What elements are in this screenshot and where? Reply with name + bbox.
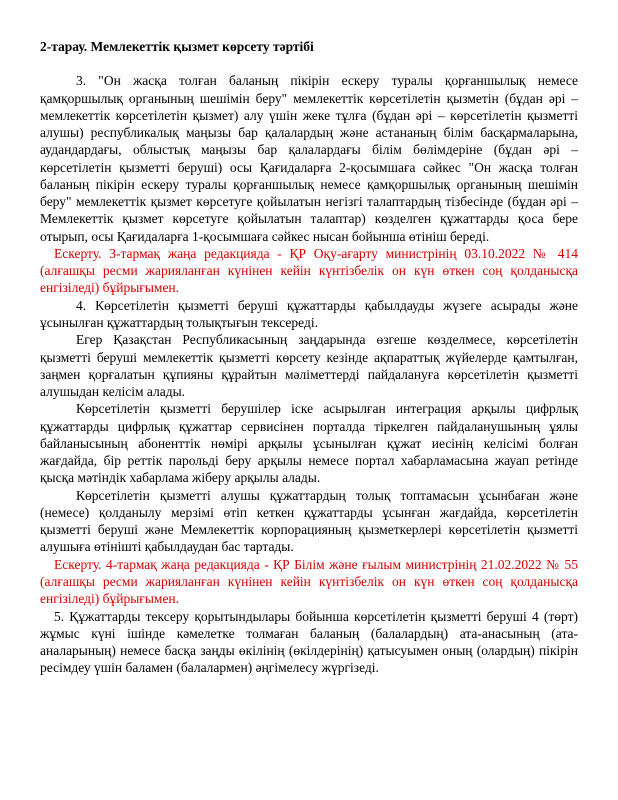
- paragraph-point-4: 4. Көрсетілетін қызметті беруші құжаттарды қабылдауды жүзеге асырады және ұсынылған құжаттардың толықтығын тексереді.: [40, 297, 578, 330]
- paragraph-point-4-refusal: Көрсетілетін қызметті алушы құжаттардың толық топтамасын ұсынбаған және (немесе) қолданылу мерзімі өтіп кеткен құжаттарды ұсынған жағдайда, көрсетілетін қызметті беруші және Мемлекеттік корпорацияның қызметкерлері көрсетілетін қызметті алушыға өтінішті қабылдаудан бас тартады.: [40, 487, 578, 555]
- paragraph-point-3: 3. "Он жасқа толған баланың пікірін ескеру туралы қорғаншылық немесе қамқоршылық органының шешімін беру" мемлекеттік көрсетілетін қызметін (бұдан әрі – мемлекеттік көрсетілетін қызмет) алу үшін жеке тұлға (бұдан әрі – көрсетілетін қызметті алушы) республикалық маңызы бар қалалардың және астананың білім басқармаларына, аудандардағы, облыстық маңызы бар қалалардағы білім бөлімдеріне (бұдан әрі – көрсетілетін қызметті беруші) осы Қағидаларға 2-қосымшаға сәйкес "Он жасқа толған баланың пікірін ескеру туралы қорғаншылық немесе қамқоршылық органының шешімін беру" мемлекеттік қызмет көрсетуге қойылатын негізгі талаптардың тізбесінде (бұдан әрі – Мемлекеттік қызмет көрсетуге қойылатын талаптар) көзделген құжаттарды қоса бере отырып, осы Қағидаларға 1-қосымшаға сәйкес нысан бойынша өтініш береді.: [40, 73, 578, 244]
- note-paragraph-point-4: Ескерту. 4-тармақ жаңа редакцияда - ҚР Білім және ғылым министрінің 21.02.2022 № 55 (алғашқы ресми жарияланған күнінен кейін күнтізбелік он күн өткен соң қолданысқа енгізіледі) бұйрығымен.: [40, 556, 578, 607]
- paragraph-point-4-consent: Егер Қазақстан Республикасының заңдарында өзгеше көзделмесе, көрсетілетін қызметті беруші мемлекеттік қызметті көрсету кезінде ақпараттық жүйелерде қамтылған, заңмен қорғалатын құпияны құрайтын мәліметтерді пайдалануға көрсетілетін қызметті алушыдан келісім алады.: [40, 332, 578, 400]
- paragraph-point-4-digital-documents: Көрсетілетін қызметті берушілер іске асырылған интеграция арқылы цифрлық құжаттарды цифрлық құжаттар сервисінен порталда тіркелген пайдаланушының ұялы байланысының абоненттік нөмірі арқылы ұсынылған құжат иесінің келісімі болған жағдайда, бір реттік парольді беру арқылы немесе портал хабарламасына жауап ретінде қысқа мәтіндік хабарлама жіберу арқылы алады.: [40, 401, 578, 486]
- paragraph-point-5: 5. Құжаттарды тексеру қорытындылары бойынша көрсетілетін қызметті беруші 4 (төрт) жұмыс күні ішінде кәмелетке толмаған баланың (балалардың) ата-анасының (ата-аналарының) немесе басқа заңды өкілінің (өкілдерінің) қатысуымен оның (олардың) пікірін ресімдеу үшін баламен (балалармен) әңгімелесу жүргізеді.: [40, 608, 578, 676]
- note-paragraph-point-3: Ескерту. 3-тармақ жаңа редакцияда - ҚР Оқу-ағарту министрінің 03.10.2022 № 414 (алғашқы ресми жарияланған күнінен кейін күнтізбелік он күн өткен соң қолданысқа енгізіледі) бұйрығымен.: [40, 245, 578, 296]
- chapter-title: 2-тарау. Мемлекеттік қызмет көрсету тәртібі: [40, 39, 314, 54]
